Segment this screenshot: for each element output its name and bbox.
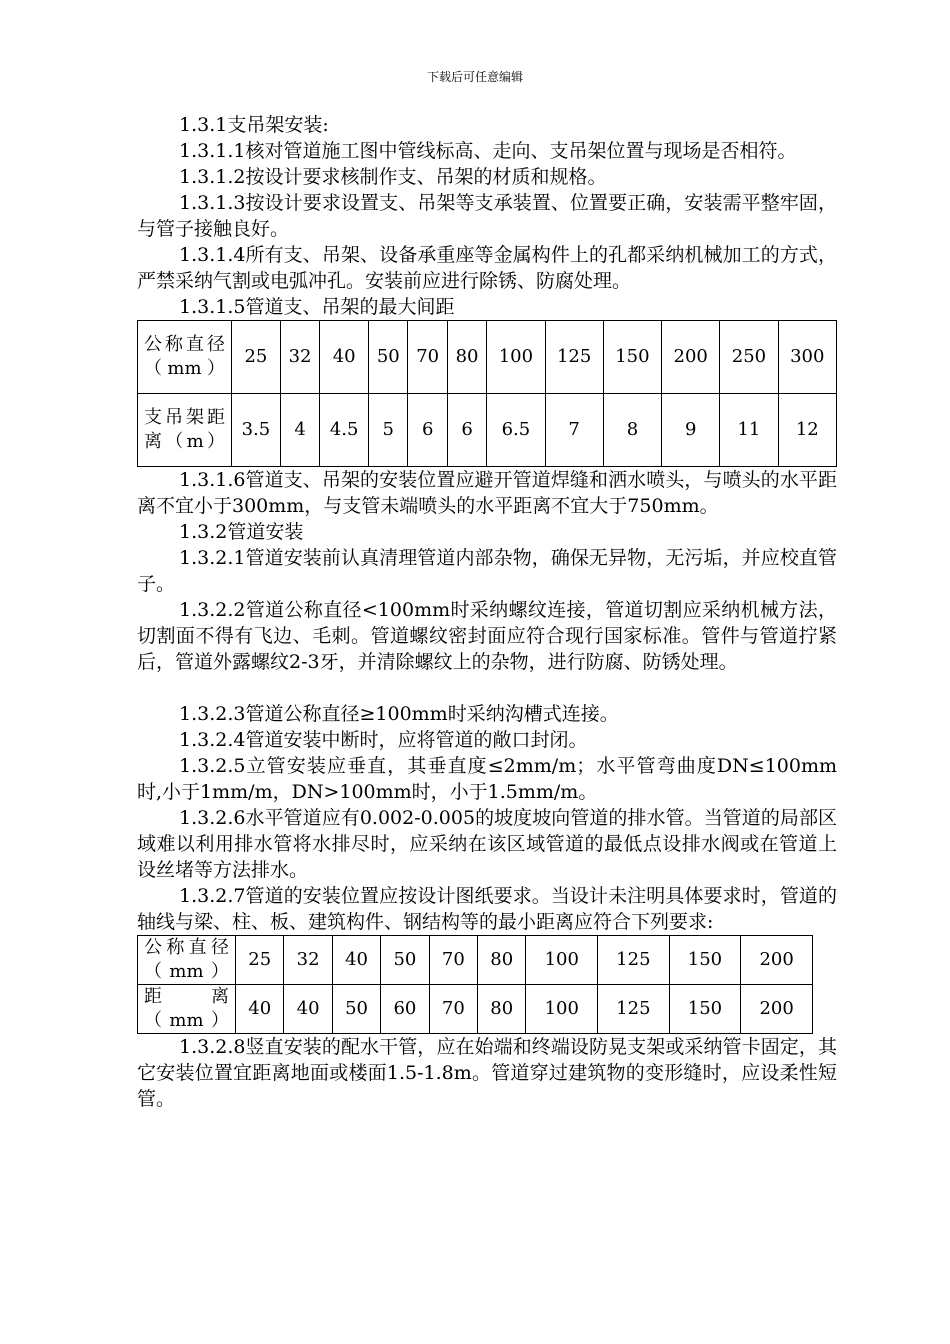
table-cell: 11 <box>720 394 778 467</box>
paragraph: 1.3.2.4管道安装中断时，应将管道的敞口封闭。 <box>179 729 588 751</box>
table-cell: 5 <box>369 394 408 467</box>
table-cell: 50 <box>369 321 408 394</box>
table-cell: 32 <box>284 936 332 985</box>
table-cell: 25 <box>236 936 284 985</box>
table-row <box>138 936 813 985</box>
table-cell: 4 <box>280 394 319 467</box>
table-cell: 200 <box>741 936 813 985</box>
heading-1-3-1: 1.3.1支吊架安装: <box>179 114 329 136</box>
table-row <box>138 985 813 1034</box>
row-header-diameter: 公称直径（mm） <box>138 321 232 394</box>
table-cell: 4.5 <box>320 394 369 467</box>
table-cell: 40 <box>332 936 380 985</box>
paragraph: 1.3.2.1管道安装前认真清理管道内部杂物，确保无异物，无污垢，并应校直管子。 <box>137 547 837 595</box>
paragraph: 1.3.1.2按设计要求核制作支、吊架的材质和规格。 <box>179 166 607 188</box>
paragraph: 1.3.1.6管道支、吊架的安装位置应避开管道焊缝和洒水喷头，与喷头的水平距离不宜小于300mm，与支管未端喷头的水平距离不宜大于750mm。 <box>137 469 837 517</box>
table-cell: 40 <box>284 985 332 1034</box>
table-cell: 80 <box>478 936 526 985</box>
table-cell: 6.5 <box>487 394 545 467</box>
support-spacing-table <box>137 320 837 467</box>
table-cell: 200 <box>662 321 720 394</box>
table-cell: 150 <box>669 985 741 1034</box>
paragraph: 1.3.1.1核对管道施工图中管线标高、走向、支吊架位置与现场是否相符。 <box>179 140 797 162</box>
clearance-table <box>137 935 813 1034</box>
table-cell: 100 <box>526 936 598 985</box>
paragraph: 1.3.2.7管道的安装位置应按设计图纸要求。当设计未注明具体要求时，管道的轴线与梁、柱、板、建筑构件、钢结构等的最小距离应符合下列要求: <box>137 885 837 933</box>
table-cell: 32 <box>280 321 319 394</box>
paragraph: 1.3.2.8竖直安装的配水干管，应在始端和终端设防晃支架或采纳管卡固定，其它安装位置宜距离地面或楼面1.5-1.8m。管道穿过建筑物的变形缝时，应设柔性短管。 <box>137 1036 837 1110</box>
paragraph: 1.3.2.3管道公称直径≥100mm时采纳沟槽式连接。 <box>179 703 619 725</box>
table-cell: 300 <box>778 321 836 394</box>
table-cell: 100 <box>487 321 545 394</box>
table-cell: 6 <box>408 394 447 467</box>
table-row <box>138 321 837 394</box>
table-cell: 50 <box>381 936 429 985</box>
table-cell: 80 <box>447 321 486 394</box>
table-cell: 8 <box>603 394 661 467</box>
table-cell: 9 <box>662 394 720 467</box>
table-cell: 150 <box>669 936 741 985</box>
row-header-spacing: 支吊架距离（m） <box>138 394 232 467</box>
paragraph: 1.3.2.2管道公称直径<100mm时采纳螺纹连接，管道切割应采纳机械方法，切割面不得有飞边、毛刺。管道螺纹密封面应符合现行国家标准。管件与管道拧紧后，管道外露螺纹2-3牙，并清除螺纹上的杂物，进行防腐、防锈处理。 <box>137 599 837 673</box>
paragraph: 1.3.1.3按设计要求设置支、吊架等支承装置、位置要正确，安装需平整牢固，与管子接触良好。 <box>137 192 837 240</box>
heading-1-3-2: 1.3.2管道安装 <box>179 521 304 543</box>
table-cell: 12 <box>778 394 836 467</box>
table-cell: 60 <box>381 985 429 1034</box>
table-cell: 70 <box>429 936 477 985</box>
table-cell: 80 <box>478 985 526 1034</box>
table-caption: 1.3.1.5管道支、吊架的最大间距 <box>179 296 455 318</box>
table-cell: 25 <box>232 321 281 394</box>
page-header: 下载后可任意编辑 <box>426 70 523 84</box>
table-cell: 50 <box>332 985 380 1034</box>
row-header-diameter: 公称直径（mm） <box>138 936 236 985</box>
table-cell: 125 <box>598 936 670 985</box>
document-body <box>137 112 837 1112</box>
paragraph: 1.3.2.6水平管道应有0.002-0.005的坡度坡向管道的排水管。当管道的局部区域难以利用排水管将水排尽时，应采纳在该区域管道的最低点设排水阀或在管道上设丝堵等方法排水。 <box>137 807 837 881</box>
paragraph: 1.3.2.5立管安装应垂直，其垂直度≤2mm/m；水平管弯曲度DN≤100mm时,小于1mm/m，DN>100mm时，小于1.5mm/m。 <box>137 755 837 803</box>
table-cell: 7 <box>545 394 603 467</box>
table-cell: 40 <box>320 321 369 394</box>
table-cell: 250 <box>720 321 778 394</box>
table-cell: 70 <box>429 985 477 1034</box>
table-cell: 125 <box>598 985 670 1034</box>
table-cell: 70 <box>408 321 447 394</box>
row-header-distance: 距离（mm） <box>138 985 236 1034</box>
table-cell: 150 <box>603 321 661 394</box>
paragraph: 1.3.1.4所有支、吊架、设备承重座等金属构件上的孔都采纳机械加工的方式，严禁采纳气割或电弧冲孔。安装前应进行除锈、防腐处理。 <box>137 244 837 292</box>
table-cell: 125 <box>545 321 603 394</box>
table-cell: 6 <box>447 394 486 467</box>
table-cell: 3.5 <box>232 394 281 467</box>
blank-line <box>137 675 837 701</box>
table-cell: 100 <box>526 985 598 1034</box>
table-cell: 200 <box>741 985 813 1034</box>
table-cell: 40 <box>236 985 284 1034</box>
table-row <box>138 394 837 467</box>
